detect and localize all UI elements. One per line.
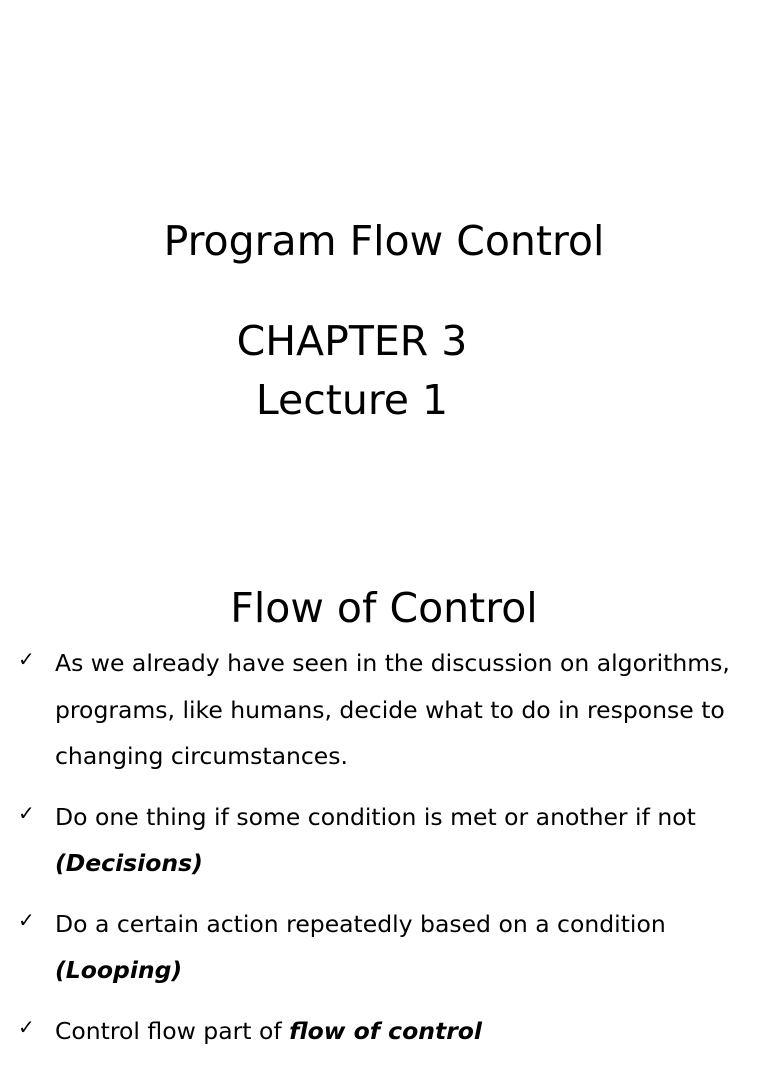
bullet-text: As we already have seen in the discussion on algorithms, programs, like humans, decide what to do in response to changing circumstances.: [55, 649, 730, 770]
section-title: Flow of Control: [230, 584, 538, 632]
bullet-item: [0, 901, 768, 994]
bullet-text: Do one thing if some condition is met or another if not: [55, 802, 696, 831]
chapter-label: CHAPTER 3: [236, 317, 468, 365]
checkmark-icon: ✓: [18, 800, 35, 825]
bullet-text: Do a certain action repeatedly based on a condition: [55, 909, 666, 938]
bullet-emphasis: (Decisions): [55, 849, 203, 877]
bullet-emphasis: (Looping): [55, 956, 183, 984]
lecture-label: Lecture 1: [255, 376, 449, 424]
bullet-emphasis: flow of control: [289, 1016, 482, 1045]
slide-title: Program Flow Control: [163, 217, 605, 265]
bullet-item: [0, 1008, 768, 1055]
checkmark-icon: ✓: [18, 907, 35, 932]
bullet-item: [0, 794, 768, 887]
checkmark-icon: ✓: [18, 647, 35, 671]
bullet-list: [0, 640, 768, 1068]
checkmark-icon: ✓: [18, 1014, 35, 1039]
bullet-text: Control flow part of: [55, 1016, 290, 1045]
bullet-item: [0, 640, 768, 780]
